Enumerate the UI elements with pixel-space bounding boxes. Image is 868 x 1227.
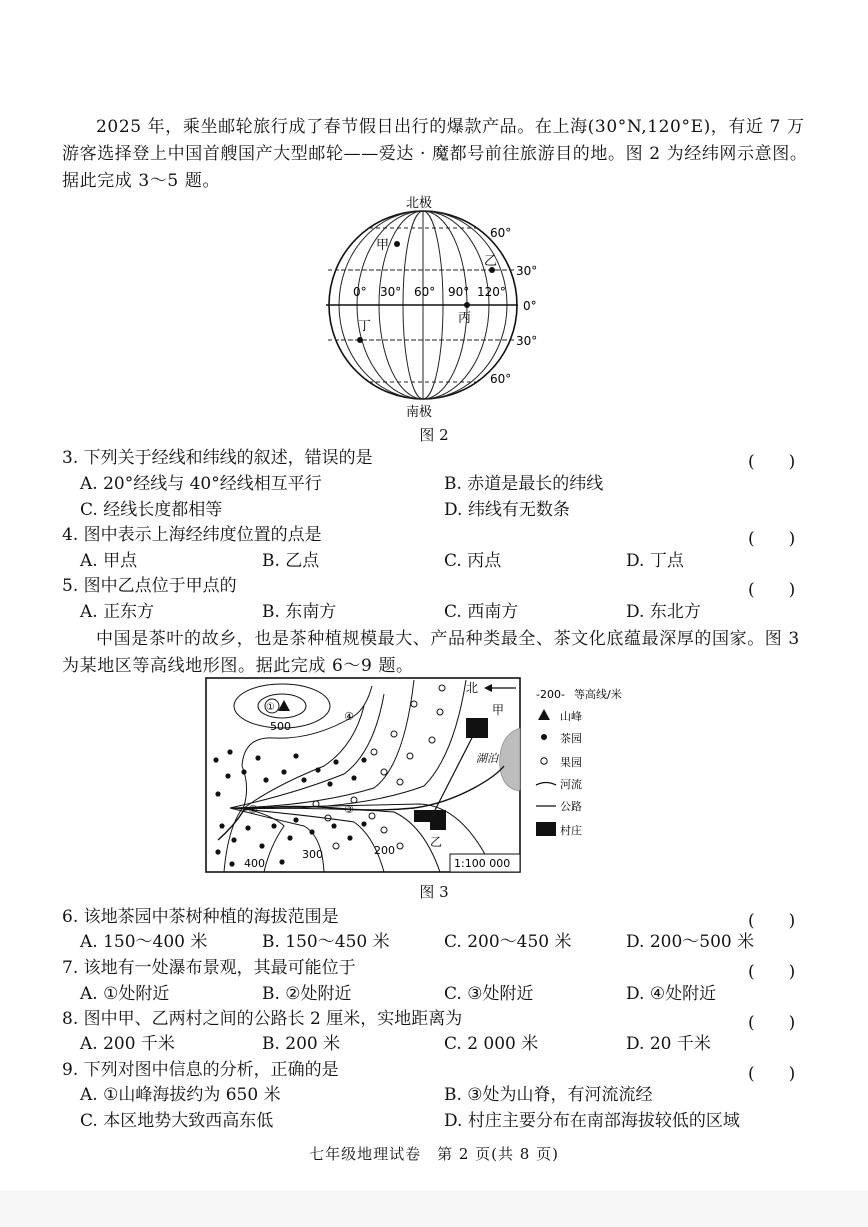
q7-option-d: D. ④处附近 — [626, 984, 717, 1004]
q3-option-a: A. 20°经线与 40°经线相互平行 — [80, 474, 322, 494]
q5-option-b: B. 东南方 — [262, 602, 337, 622]
legend-orchard-label: 果园 — [560, 756, 582, 769]
q9-option-a: A. ①山峰海拔约为 650 米 — [80, 1085, 281, 1105]
q8-option-c: C. 2 000 米 — [444, 1034, 539, 1054]
q4-answer-paren: ( ) — [748, 529, 796, 549]
q9-answer-paren: ( ) — [748, 1064, 796, 1084]
svg-text:0°: 0° — [353, 285, 367, 299]
contour-label-300: 300 — [302, 848, 323, 861]
q8-stem: 8. 图中甲、乙两村之间的公路长 2 厘米，实地距离为 — [62, 1009, 463, 1029]
page-footer: 七年级地理试卷 第 2 页(共 8 页) — [309, 1145, 559, 1163]
svg-text:120°: 120° — [477, 285, 506, 299]
q6-option-d: D. 200～500 米 — [626, 932, 755, 952]
village-yi — [414, 810, 446, 822]
marker-3: ③ — [344, 803, 354, 816]
svg-text:0°: 0° — [523, 299, 537, 313]
q7-answer-paren: ( ) — [748, 962, 796, 982]
figure-3-contour-map — [204, 676, 664, 876]
intro-paragraph-2: 中国是茶叶的故乡，也是茶种植规模最大、产品种类最全、茶文化底蕴最深厚的国家。图 3 为某地区等高线地形图。据此完成 6～9 题。 — [62, 629, 800, 676]
q9-option-d: D. 村庄主要分布在南部海拔较低的区域 — [444, 1111, 740, 1131]
north-label: 北 — [466, 681, 479, 695]
marker-2: ② — [248, 803, 258, 816]
q3-option-c: C. 经线长度都相等 — [80, 500, 223, 520]
marker-1: ① — [266, 702, 275, 713]
q6-option-c: C. 200～450 米 — [444, 932, 572, 952]
q7-stem: 7. 该地有一处瀑布景观，其最可能位于 — [62, 958, 356, 978]
figure-2-caption: 图 2 — [419, 426, 449, 444]
q4-option-d: D. 丁点 — [626, 551, 684, 571]
svg-text:30°: 30° — [516, 334, 538, 348]
map-scale: 1:100 000 — [454, 857, 511, 870]
point-ding — [357, 337, 363, 343]
q6-stem: 6. 该地茶园中茶树种植的海拔范围是 — [62, 907, 339, 927]
q8-answer-paren: ( ) — [748, 1013, 796, 1033]
lake-label: 湖泊 — [476, 752, 498, 765]
q6-option-b: B. 150～450 米 — [262, 932, 390, 952]
q9-stem: 9. 下列对图中信息的分析，正确的是 — [62, 1060, 339, 1080]
q5-option-c: C. 西南方 — [444, 602, 519, 622]
q7-option-b: B. ②处附近 — [262, 984, 352, 1004]
svg-text:30°: 30° — [516, 264, 538, 278]
q6-answer-paren: ( ) — [748, 911, 796, 931]
legend-tea-label: 茶园 — [560, 732, 582, 745]
q5-answer-paren: ( ) — [748, 580, 796, 600]
q3-stem: 3. 下列关于经线和纬线的叙述，错误的是 — [62, 448, 373, 468]
q3-answer-paren: ( ) — [748, 452, 796, 472]
q7-option-a: A. ①处附近 — [80, 984, 170, 1004]
legend-road-label: 公路 — [560, 800, 582, 813]
q7-option-c: C. ③处附近 — [444, 984, 534, 1004]
svg-text:30°: 30° — [380, 285, 402, 299]
village-yi-label: 乙 — [430, 835, 443, 849]
contour-label-500: 500 — [270, 720, 291, 733]
point-ding-label: 丁 — [358, 319, 372, 334]
point-jia-label: 甲 — [376, 238, 390, 253]
q3-option-d: D. 纬线有无数条 — [444, 500, 570, 520]
legend-contour-symbol: -200- — [536, 688, 565, 701]
q3-option-b: B. 赤道是最长的纬线 — [444, 474, 604, 494]
village-jia — [466, 718, 488, 738]
contour-label-200: 200 — [374, 844, 395, 857]
point-bing-label: 丙 — [458, 311, 472, 326]
legend-river-label: 河流 — [560, 778, 582, 791]
q8-option-a: A. 200 千米 — [80, 1034, 175, 1054]
point-bing — [464, 302, 470, 308]
q4-stem: 4. 图中表示上海经纬度位置的点是 — [62, 525, 322, 545]
point-jia — [394, 241, 400, 247]
contour-label-400: 400 — [244, 857, 265, 870]
bottom-margin — [0, 1190, 868, 1227]
village-jia-label: 甲 — [492, 703, 505, 717]
map-legend — [536, 687, 622, 837]
q9-option-c: C. 本区地势大致西高东低 — [80, 1111, 274, 1131]
q4-option-c: C. 丙点 — [444, 551, 502, 571]
figure-2-graticule — [320, 192, 550, 424]
q8-option-b: B. 200 米 — [262, 1034, 341, 1054]
svg-text:60°: 60° — [414, 285, 436, 299]
legend-contour-label: 等高线/米 — [574, 688, 622, 701]
q6-option-a: A. 150～400 米 — [80, 932, 208, 952]
south-pole-label: 南极 — [406, 405, 433, 420]
marker-4: ④ — [344, 710, 354, 723]
legend-village-label: 村庄 — [560, 824, 582, 837]
figure-3-caption: 图 3 — [419, 883, 449, 901]
svg-text:60°: 60° — [490, 372, 512, 386]
north-pole-label: 北极 — [406, 196, 433, 211]
q5-stem: 5. 图中乙点位于甲点的 — [62, 576, 237, 596]
q5-option-d: D. 东北方 — [626, 602, 701, 622]
intro-paragraph-1: 2025 年，乘坐邮轮旅行成了春节假日出行的爆款产品。在上海(30°N,120°E)，有近 7 万游客选择登上中国首艘国产大型邮轮——爱达 · 魔都号前往旅游目的地。图 2 为经纬网示意图。据此完成 3～5 题。 — [62, 117, 808, 191]
point-yi-label: 乙 — [484, 254, 498, 269]
q4-option-b: B. 乙点 — [262, 551, 320, 571]
q9-option-b: B. ③处为山脊，有河流流经 — [444, 1085, 653, 1105]
q5-option-a: A. 正东方 — [80, 602, 155, 622]
q8-option-d: D. 20 千米 — [626, 1034, 711, 1054]
q4-option-a: A. 甲点 — [80, 551, 138, 571]
legend-peak-label: 山峰 — [560, 710, 582, 723]
svg-text:60°: 60° — [490, 226, 512, 240]
svg-text:90°: 90° — [448, 285, 470, 299]
